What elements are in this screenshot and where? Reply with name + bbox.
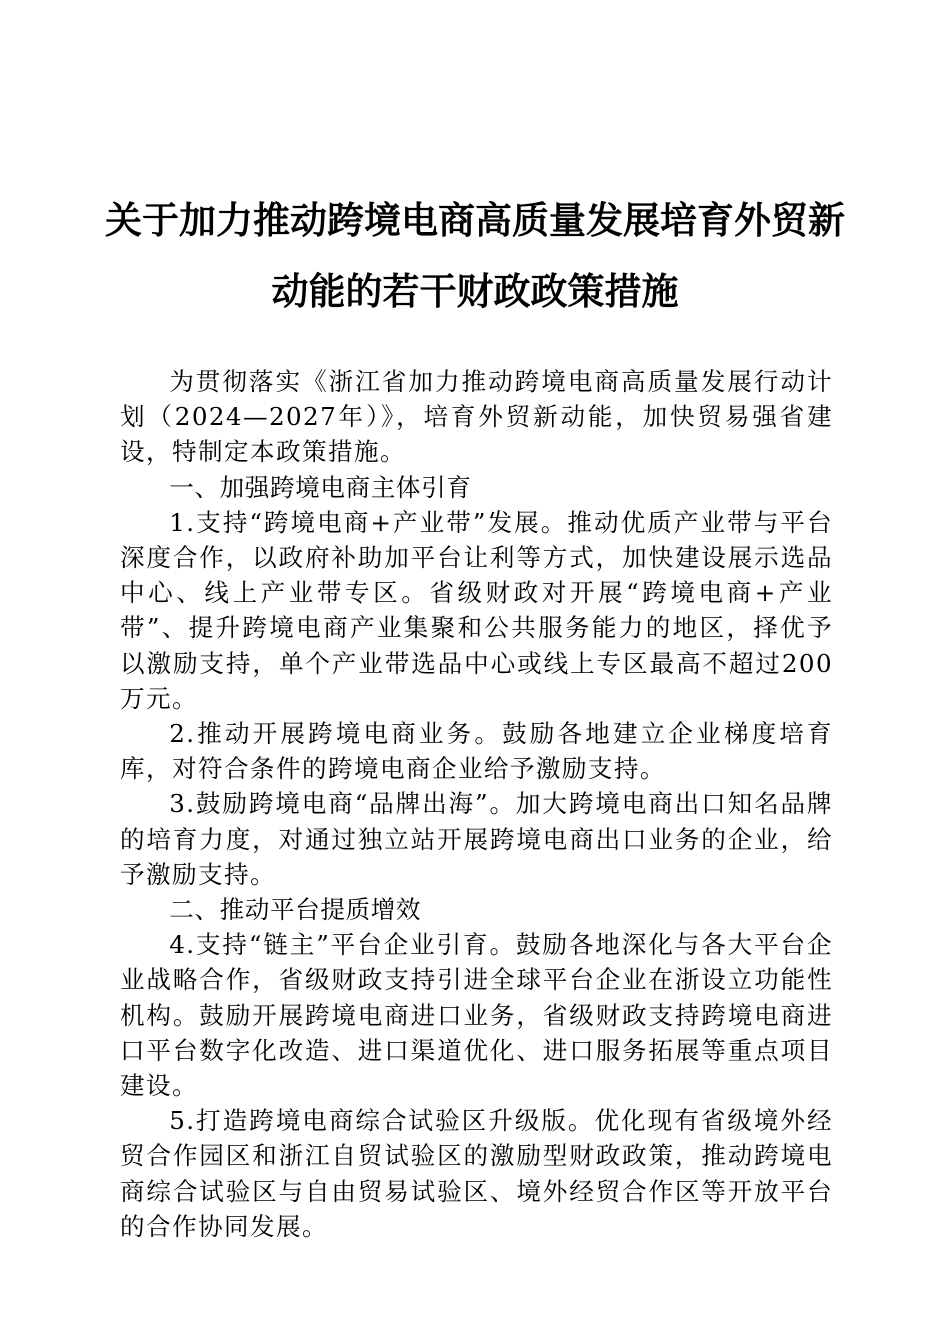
intro-paragraph: 为贯彻落实《浙江省加力推动跨境电商高质量发展行动计划（2024—2027年）》，培育外贸新动能，加快贸易强省建设，特制定本政策措施。 bbox=[120, 367, 833, 467]
section-2-item-1: 4.支持“链主”平台企业引育。鼓励各地深化与各大平台企业战略合作，省级财政支持引进全球平台企业在浙设立功能性机构。鼓励开展跨境电商进口业务，省级财政支持跨境电商进口平台数字化改造、进口渠道优化、进口服务拓展等重点项目建设。 bbox=[120, 930, 833, 1101]
section-heading-1: 一、加强跨境电商主体引育 bbox=[169, 472, 472, 502]
section-heading-2: 二、推动平台提质增效 bbox=[169, 895, 422, 925]
document-title-line-2: 动能的若干财政政策措施 bbox=[271, 269, 679, 313]
section-1-item-2: 2.推动开展跨境电商业务。鼓励各地建立企业梯度培育库，对符合条件的跨境电商企业给予激励支持。 bbox=[120, 719, 833, 784]
document-title-line-1: 关于加力推动跨境电商高质量发展培育外贸新 bbox=[105, 198, 845, 242]
section-1-item-1: 1.支持“跨境电商+产业带”发展。推动优质产业带与平台深度合作，以政府补助加平台让利等方式，加快建设展示选品中心、线上产业带专区。省级财政对开展“跨境电商+产业带”、提升跨境电商产业集聚和公共服务能力的地区，择优予以激励支持，单个产业带选品中心或线上专区最高不超过200万元。 bbox=[120, 507, 833, 713]
document-body bbox=[120, 364, 833, 1244]
section-2-item-2: 5.打造跨境电商综合试验区升级版。优化现有省级境外经贸合作园区和浙江自贸试验区的激励型财政政策，推动跨境电商综合试验区与自由贸易试验区、境外经贸合作区等开放平台的合作协同发展。 bbox=[120, 1106, 833, 1241]
section-1-item-3: 3.鼓励跨境电商“品牌出海”。加大跨境电商出口知名品牌的培育力度，对通过独立站开展跨境电商出口业务的企业，给予激励支持。 bbox=[120, 789, 833, 889]
